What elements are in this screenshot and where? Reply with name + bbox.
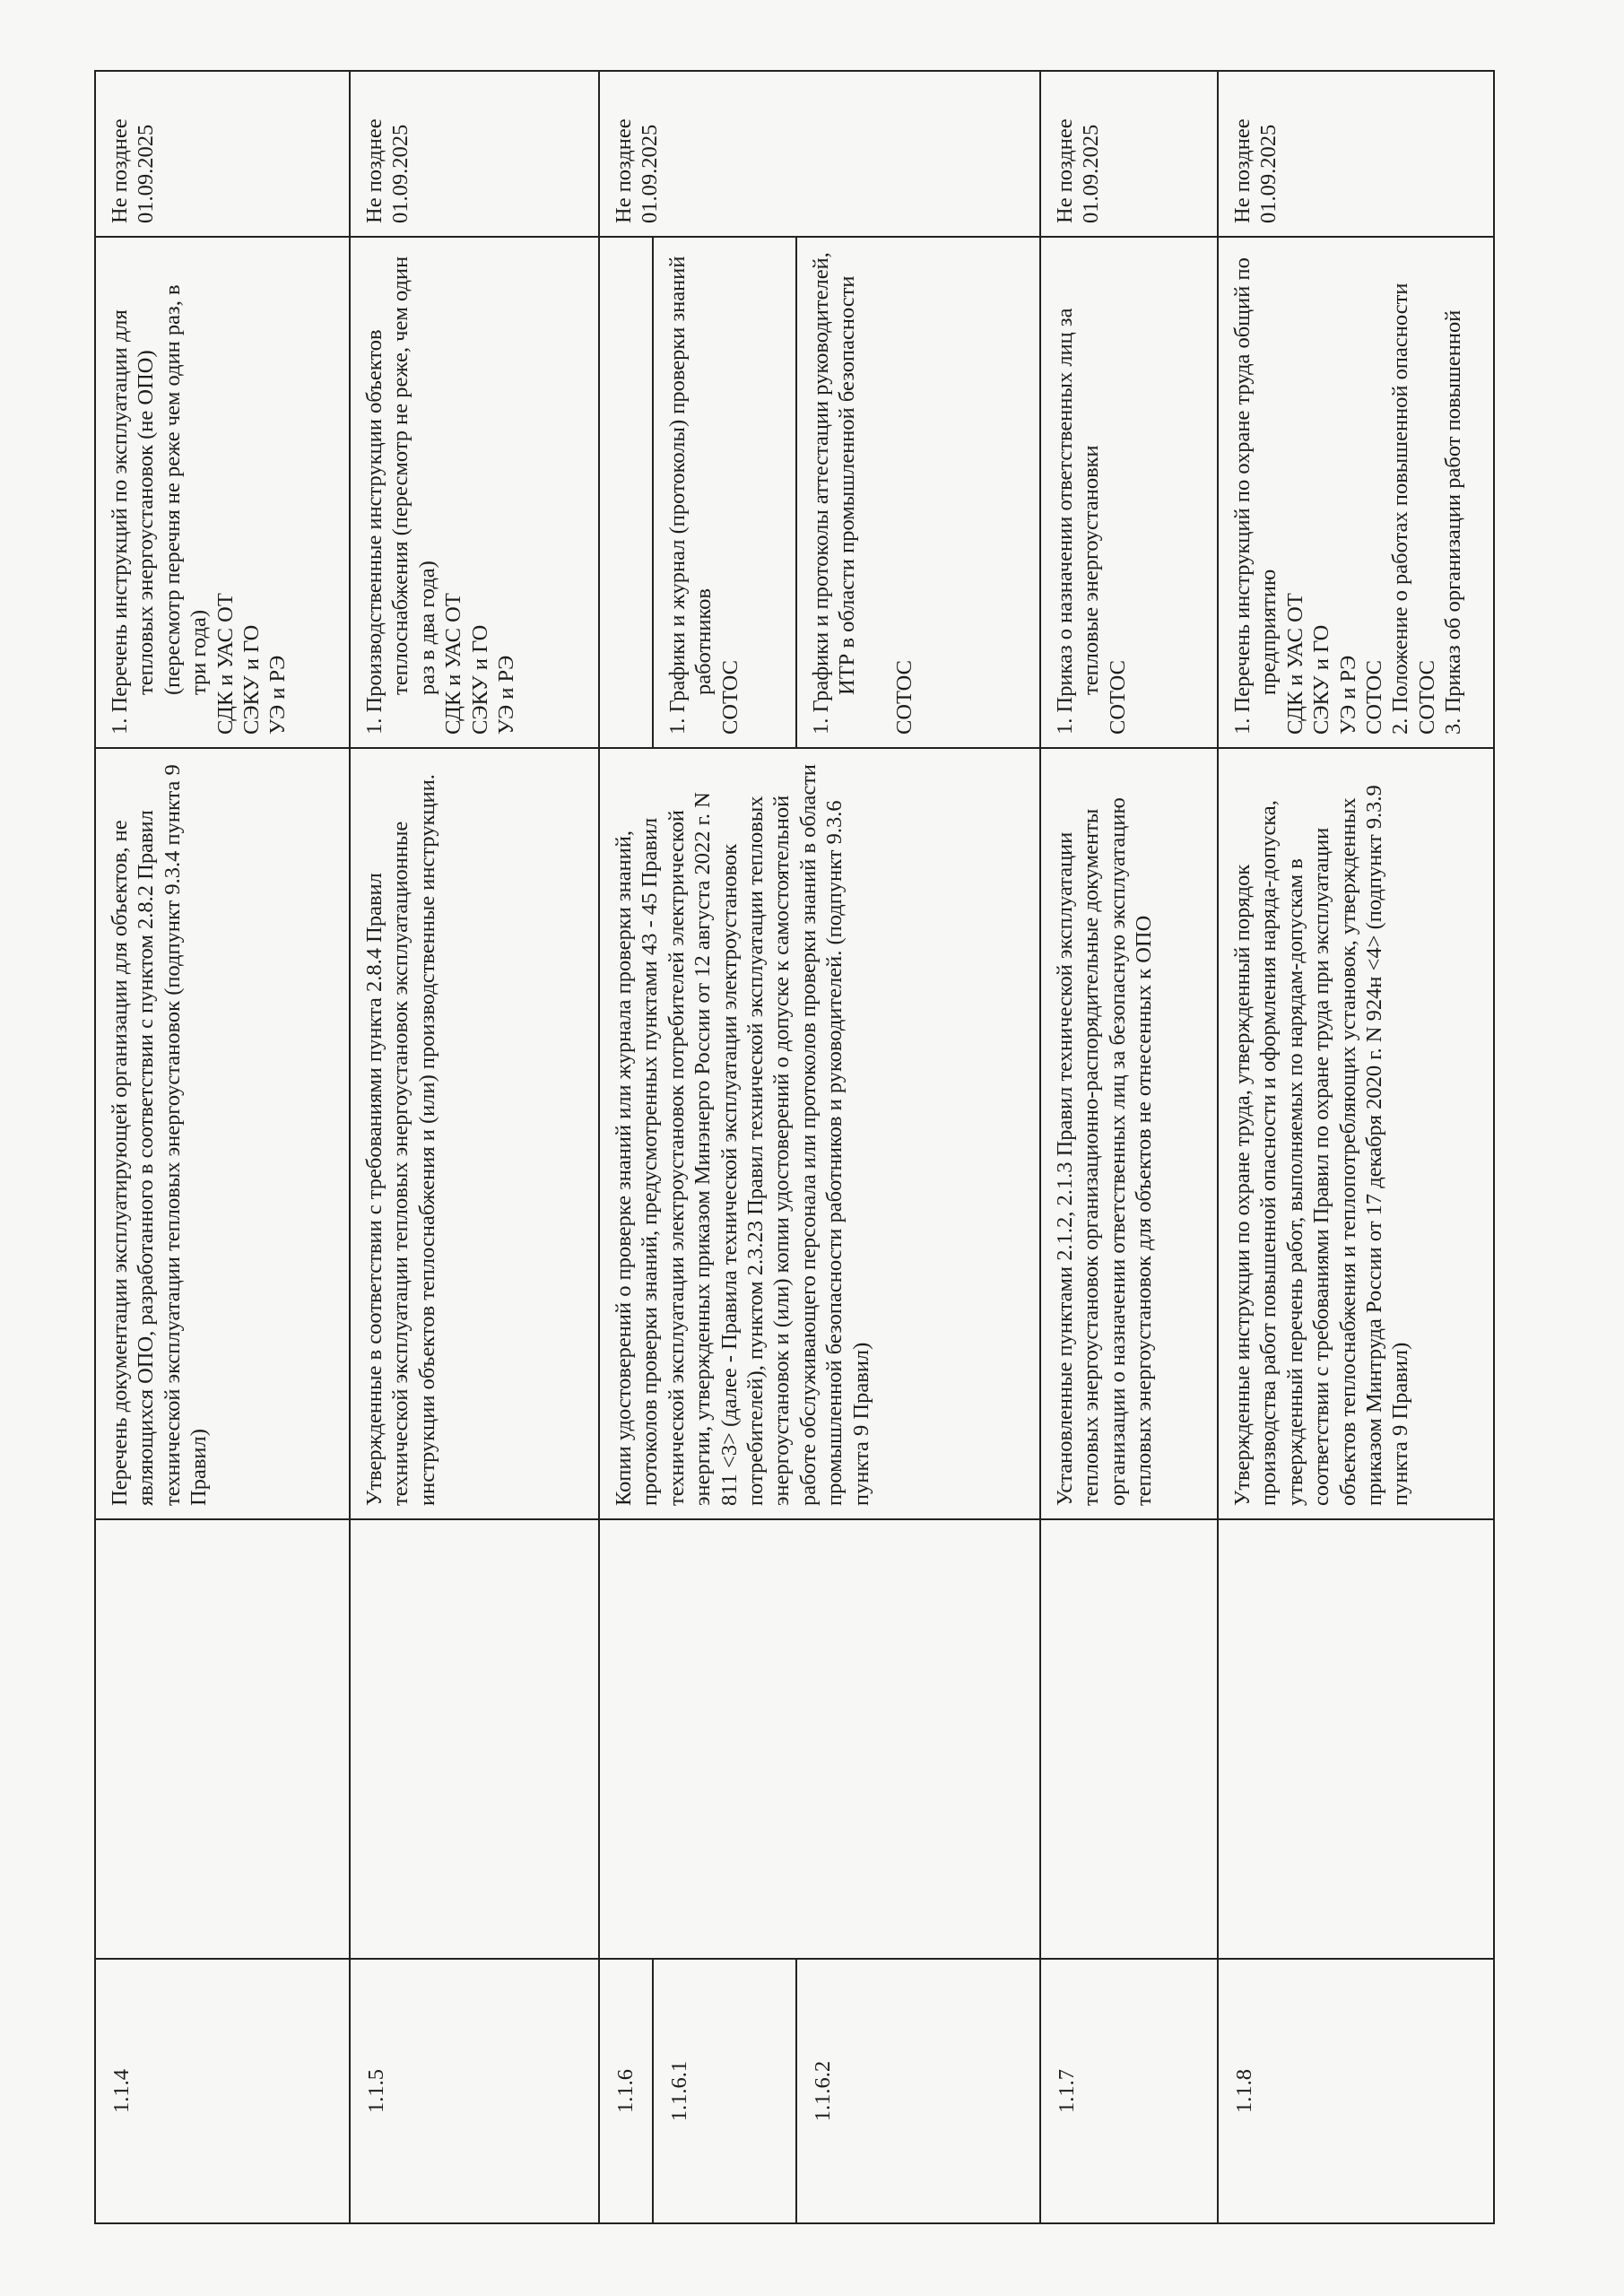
document-item: 2. Положение о работах повышенной опасности bbox=[1388, 283, 1413, 735]
deadline-cell: Не позднее 01.09.2025 bbox=[599, 71, 1040, 237]
table-row bbox=[599, 71, 653, 2223]
department-code: СДК и УАС ОТ bbox=[213, 593, 238, 735]
department-code: СЭКУ и ГО bbox=[467, 624, 492, 735]
deadline-cell: Не позднее 01.09.2025 bbox=[350, 71, 599, 237]
deadline-cell: Не позднее 01.09.2025 bbox=[1040, 71, 1218, 237]
department-code: СОТОС bbox=[1361, 659, 1386, 735]
documents-cell bbox=[1218, 237, 1494, 748]
row-number: 1.1.6.1 bbox=[653, 1959, 796, 2223]
requirements-table bbox=[94, 70, 1495, 2224]
department-code: СЭКУ и ГО bbox=[1309, 624, 1334, 735]
deadline-cell: Не позднее 01.09.2025 bbox=[1218, 71, 1494, 237]
row-number: 1.1.4 bbox=[95, 1959, 350, 2223]
department-code: УЭ и РЭ bbox=[1335, 655, 1360, 735]
row-number: 1.1.7 bbox=[1040, 1959, 1218, 2223]
table-row bbox=[1218, 71, 1494, 2223]
department-code: СОТОС bbox=[1414, 659, 1439, 735]
requirement-text: Перечень документации эксплуатирующей организации для объектов, не являющихся ОПО, разработанного в соответствии с пунктом 2.8.2 Правил технической эксплуатации тепловых энергоустановок (подпункт 9.3.4 пункта 9 Правил) bbox=[95, 748, 350, 1519]
document-item: 1. Приказ о назначении ответственных лиц за тепловые энергоустановки bbox=[1053, 308, 1104, 735]
document-item: 1. Перечень инструкций по эксплуатации для тепловых энергоустановок (не ОПО) (пересмотр перечня не реже чем один раз, в три года) bbox=[108, 284, 212, 735]
table-row bbox=[1040, 71, 1218, 2223]
department-code: УЭ и РЭ bbox=[493, 655, 518, 735]
documents-cell bbox=[1040, 237, 1218, 748]
documents-cell bbox=[796, 237, 1040, 748]
document-item: 1. Графики и протоколы аттестации руководителей, ИТР в области промышленной безопасности bbox=[809, 252, 860, 735]
requirement-text: Утвержденные инструкции по охране труда, утвержденный порядок производства работ повышенной опасности и оформления наряда-допуска, утвержденный перечень работ, выполняемых по нарядам-допускам в соответствии с требованиями Правил по охране труда при эксплуатации объектов теплоснабжения и теплопотребляющих установок, утвержденных приказом Минтруда России от 17 декабря 2020 г. N 924н <4> (подпункт 9.3.9 пункта 9 Правил) bbox=[1218, 748, 1494, 1519]
requirement-text: Утвержденные в соответствии с требованиями пункта 2.8.4 Правил технической эксплуатации тепловых энергоустановок эксплуатационные инструкции объектов теплоснабжения и (или) производственные инструкции. bbox=[350, 748, 599, 1519]
document-item: 3. Приказ об организации работ повышенной bbox=[1441, 309, 1466, 735]
requirement-text: Установленные пунктами 2.1.2, 2.1.3 Правил технической эксплуатации тепловых энергоустановок организационно-распорядительные документы организации о назначении ответственных лиц за безопасную эксплуатацию тепловых энергоустановок для объектов не отнесенных к ОПО bbox=[1040, 748, 1218, 1519]
requirement-text: Копии удостоверений о проверке знаний или журнала проверки знаний, протоколов проверки знаний, предусмотренных пунктами 43 - 45 Правил технической эксплуатации электроустановок потребителей электрической энергии, утвержденных приказом Минэнерго России от 12 августа 2022 г. N 811 <3> (далее - Правила технической эксплуатации электроустановок потребителей), пунктом 2.3.23 Правил технической эксплуатации тепловых энергоустановок и (или) копии удостоверений о допуске к самостоятельной работе обслуживающего персонала или протоколов проверки знаний в области промышленной безопасности работников и руководителей. (подпункт 9.3.6 пункта 9 Правил) bbox=[599, 748, 1040, 1519]
department-code: СОТОС bbox=[891, 659, 916, 735]
document-item: 1. Производственные инструкции объектов теплоснабжения (пересмотр не реже, чем один раз в два года) bbox=[362, 256, 439, 735]
deadline-cell: Не позднее 01.09.2025 bbox=[95, 71, 350, 237]
department-code: УЭ и РЭ bbox=[265, 655, 291, 735]
department-code: СДК и УАС ОТ bbox=[441, 593, 466, 735]
table-row bbox=[350, 71, 599, 2223]
department-code: СЭКУ и ГО bbox=[239, 624, 264, 735]
documents-cell bbox=[95, 237, 350, 748]
department-code: СДК и УАС ОТ bbox=[1282, 593, 1307, 735]
department-code: СОТОС bbox=[1105, 659, 1130, 735]
row-number: 1.1.5 bbox=[350, 1959, 599, 2223]
documents-cell bbox=[350, 237, 599, 748]
row-number: 1.1.8 bbox=[1218, 1959, 1494, 2223]
documents-cell bbox=[653, 237, 796, 748]
department-code: СОТОС bbox=[717, 659, 743, 735]
document-item: 1. Графики и журнал (протоколы) проверки знаний работников bbox=[665, 256, 716, 735]
row-number: 1.1.6 bbox=[599, 1959, 653, 2223]
row-number: 1.1.6.2 bbox=[796, 1959, 1040, 2223]
table-row bbox=[95, 71, 350, 2223]
document-item: 1. Перечень инструкций по охране труда общий по предприятию bbox=[1230, 257, 1281, 735]
